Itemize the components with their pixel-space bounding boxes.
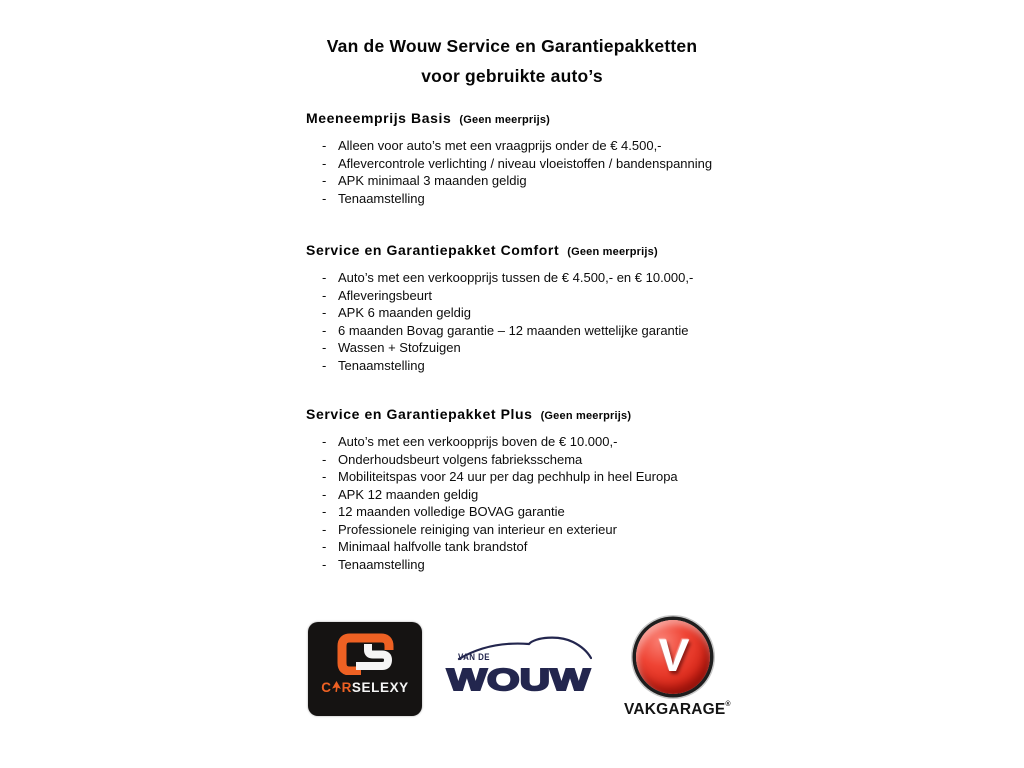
title-line-2: voor gebruikte auto’s (421, 66, 603, 86)
section-garantiepakket-plus (306, 406, 786, 573)
list-item (322, 357, 786, 375)
carselexy-logo (308, 622, 422, 716)
list-item-text: Afleveringsbeurt (338, 287, 432, 303)
vakgarage-name-text: VAKGARAGE (624, 701, 726, 718)
list-item-text: Mobiliteitspas voor 24 uur per dag pechhulp in heel Europa (338, 469, 678, 484)
carselexy-monogram-icon (334, 633, 396, 675)
vakgarage-logo (624, 620, 731, 718)
document-title (0, 31, 1024, 91)
bullet-dash: - (322, 539, 327, 554)
list-item (322, 556, 786, 574)
bullet-dash: - (322, 556, 327, 572)
list-item-text: Professionele reiniging van interieur en exterieur (338, 521, 617, 537)
list-item (322, 521, 786, 539)
registered-mark: ® (725, 701, 731, 708)
list-item-text: Aflevercontrole verlichting / niveau vloeistoffen / bandenspanning (338, 155, 713, 171)
section-title: Meeneemprijs Basis (306, 110, 452, 126)
list-item (322, 172, 786, 190)
list-item (322, 155, 786, 173)
section-note: (Geen meerprijs) (540, 410, 632, 422)
bullet-dash: - (322, 521, 327, 537)
bullet-dash: - (322, 322, 327, 338)
bullet-dash: - (322, 504, 327, 519)
list-item (322, 287, 786, 305)
list-item (322, 190, 786, 208)
list-item (322, 538, 786, 556)
list-item (322, 433, 786, 451)
list-item (322, 339, 786, 357)
list-item (322, 304, 786, 322)
bullet-dash: - (322, 190, 327, 206)
section-heading (306, 110, 786, 126)
bullet-dash: - (322, 340, 327, 355)
vakgarage-ball-icon (636, 620, 710, 694)
wouw-wordmark: WOUW (447, 662, 591, 697)
section-meeneemprijs-basis (306, 110, 786, 207)
vakgarage-v-letter: V (656, 629, 690, 681)
van-de-wouw-logo (445, 635, 592, 697)
bullet-dash: - (322, 357, 327, 373)
bullet-dash: - (322, 270, 327, 285)
section-item-list (322, 433, 786, 573)
list-item-text: Tenaamstelling (338, 556, 425, 572)
list-item-text: Onderhoudsbeurt volgens fabrieksschema (338, 451, 583, 467)
bullet-dash: - (322, 451, 327, 467)
carselexy-letter-r: R (341, 680, 352, 695)
list-item-text: 6 maanden Bovag garantie – 12 maanden wettelijke garantie (338, 322, 689, 338)
bullet-dash: - (322, 155, 327, 171)
list-item-text: 12 maanden volledige BOVAG garantie (338, 504, 565, 519)
list-item-text: Alleen voor auto’s met een vraagprijs onder de € 4.500,- (338, 138, 662, 153)
bullet-dash: - (322, 305, 327, 320)
bullet-dash: - (322, 287, 327, 303)
list-item-text: Minimaal halfvolle tank brandstof (338, 539, 528, 554)
list-item (322, 486, 786, 504)
list-item-text: Wassen + Stofzuigen (338, 340, 461, 355)
section-title: Service en Garantiepakket Plus (306, 406, 533, 422)
bullet-dash: - (322, 486, 327, 502)
list-item (322, 468, 786, 486)
list-item-text: APK 12 maanden geldig (338, 486, 479, 502)
vakgarage-wordmark (624, 701, 731, 718)
list-item-text: Auto’s met een verkoopprijs tussen de € 4.500,- en € 10.000,- (338, 270, 694, 285)
section-item-list (322, 269, 786, 374)
list-item (322, 137, 786, 155)
section-item-list (322, 137, 786, 207)
cursor-arrow-icon (332, 681, 341, 695)
partner-logos-row (0, 620, 1024, 730)
wouw-small-text: VAN DE (458, 652, 490, 662)
section-title: Service en Garantiepakket Comfort (306, 242, 560, 258)
bullet-dash: - (322, 138, 327, 153)
list-item-text: APK minimaal 3 maanden geldig (338, 173, 527, 188)
list-item-text: Tenaamstelling (338, 357, 425, 373)
section-note: (Geen meerprijs) (459, 114, 551, 126)
list-item (322, 269, 786, 287)
carselexy-letter-c: C (321, 680, 332, 695)
carselexy-wordmark (308, 681, 422, 695)
list-item-text: Tenaamstelling (338, 190, 425, 206)
section-note: (Geen meerprijs) (567, 246, 658, 258)
bullet-dash: - (322, 469, 327, 484)
list-item-text: APK 6 maanden geldig (338, 305, 471, 320)
bullet-dash: - (322, 434, 327, 449)
section-garantiepakket-comfort (306, 242, 786, 374)
list-item (322, 451, 786, 469)
van-de-wouw-logo-svg (445, 635, 592, 697)
title-line-1: Van de Wouw Service en Garantiepakketten (326, 36, 698, 56)
list-item-text: Auto’s met een verkoopprijs boven de € 10.000,- (338, 434, 618, 449)
section-heading (306, 242, 786, 258)
carselexy-wordmark-rest: SELEXY (351, 680, 409, 695)
section-heading (306, 406, 786, 422)
list-item (322, 322, 786, 340)
list-item (322, 503, 786, 521)
bullet-dash: - (322, 173, 327, 188)
